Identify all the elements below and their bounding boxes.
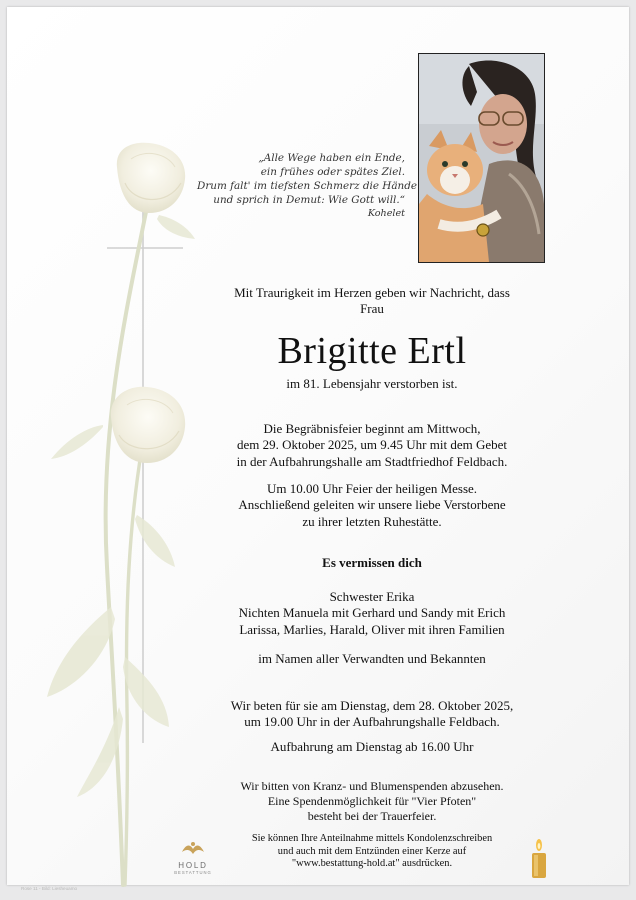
quote-line: und sprich in Demut: Wie Gott will.“	[213, 194, 405, 206]
candle-icon	[528, 837, 550, 879]
hold-logo	[167, 840, 219, 875]
rose-bloom-lower-icon	[111, 387, 185, 463]
mourner-line: Schwester Erika	[329, 589, 415, 604]
donation-block	[212, 779, 532, 825]
donation-line: Eine Spendenmöglichkeit für "Vier Pfoten"	[267, 794, 477, 809]
logo-subtitle: BESTATTUNG	[174, 870, 212, 875]
quote-line: „Alle Wege haben ein Ende,	[258, 152, 405, 164]
quote-line: Drum falt' im tiefsten Schmerz die Hände	[197, 180, 418, 192]
deceased-name: Brigitte Ertl	[277, 330, 467, 372]
viewing-text: Aufbahrung am Dienstag ab 16.00 Uhr	[270, 739, 474, 754]
rose-bloom-icon	[117, 143, 185, 213]
condolence-line: und auch mit dem Entzünden einer Kerze auf	[277, 845, 467, 857]
intro-line: Mit Traurigkeit im Herzen geben wir Nachricht, dass	[234, 285, 510, 300]
logo-emblem-icon	[180, 840, 206, 856]
condolence-line: "www.bestattung-hold.at" ausdrücken.	[291, 858, 453, 870]
mourner-line: Nichten Manuela mit Gerhard und Sandy mit Erich	[238, 605, 506, 621]
mass-block	[212, 481, 532, 530]
mass-line: Anschließend geleiten wir unsere liebe Verstorbene	[238, 497, 506, 513]
age-line	[212, 376, 532, 392]
intro-block	[212, 285, 532, 318]
mass-line: Um 10.00 Uhr Feier der heiligen Messe.	[266, 481, 478, 496]
age-text: im 81. Lebensjahr verstorben ist.	[286, 376, 458, 391]
image-credit: Rose 11 - Bild: Liesheuamo	[21, 886, 78, 891]
quote-author: Kohelet	[367, 208, 405, 219]
quote-line: ein frühes oder spätes Ziel.	[260, 166, 405, 178]
mourners-block	[212, 589, 532, 638]
rose-stems-icon	[106, 207, 147, 885]
cross-icon	[107, 205, 183, 743]
portrait-photo	[418, 53, 545, 263]
donation-line: besteht bei der Trauerfeier.	[307, 809, 437, 824]
relatives-text: im Namen aller Verwandten und Bekannten	[258, 651, 486, 666]
funeral-line: in der Aufbahrungshalle am Stadtfriedhof Feldbach.	[236, 453, 508, 469]
mourners-heading-text: Es vermissen dich	[322, 555, 422, 570]
funeral-block	[212, 421, 532, 470]
prayer-line: Wir beten für sie am Dienstag, dem 28. Oktober 2025,	[230, 698, 514, 713]
prayer-line: um 19.00 Uhr in der Aufbahrungshalle Feldbach.	[244, 714, 500, 730]
prayer-block	[212, 698, 532, 731]
relatives-line	[212, 651, 532, 667]
funeral-line: Die Begräbnisfeier beginnt am Mittwoch,	[263, 421, 481, 436]
mass-line: zu ihrer letzten Ruhestätte.	[302, 513, 442, 529]
condolence-block	[212, 833, 532, 871]
parte-card	[7, 7, 629, 891]
intro-line: Frau	[360, 301, 384, 317]
viewing-line	[212, 739, 532, 755]
donation-line: Wir bitten von Kranz- und Blumenspenden abzusehen.	[240, 779, 504, 793]
funeral-line: dem 29. Oktober 2025, um 9.45 Uhr mit dem Gebet	[236, 437, 508, 453]
memorial-quote	[197, 151, 418, 221]
condolence-line: Sie können Ihre Anteilnahme mittels Kondolenzschreiben	[251, 833, 493, 844]
logo-name: HOLD	[178, 861, 208, 870]
mourners-heading	[212, 555, 532, 571]
mourner-line: Larissa, Marlies, Harald, Oliver mit ihren Familien	[239, 621, 505, 637]
rose-leaves-icon	[47, 215, 195, 797]
